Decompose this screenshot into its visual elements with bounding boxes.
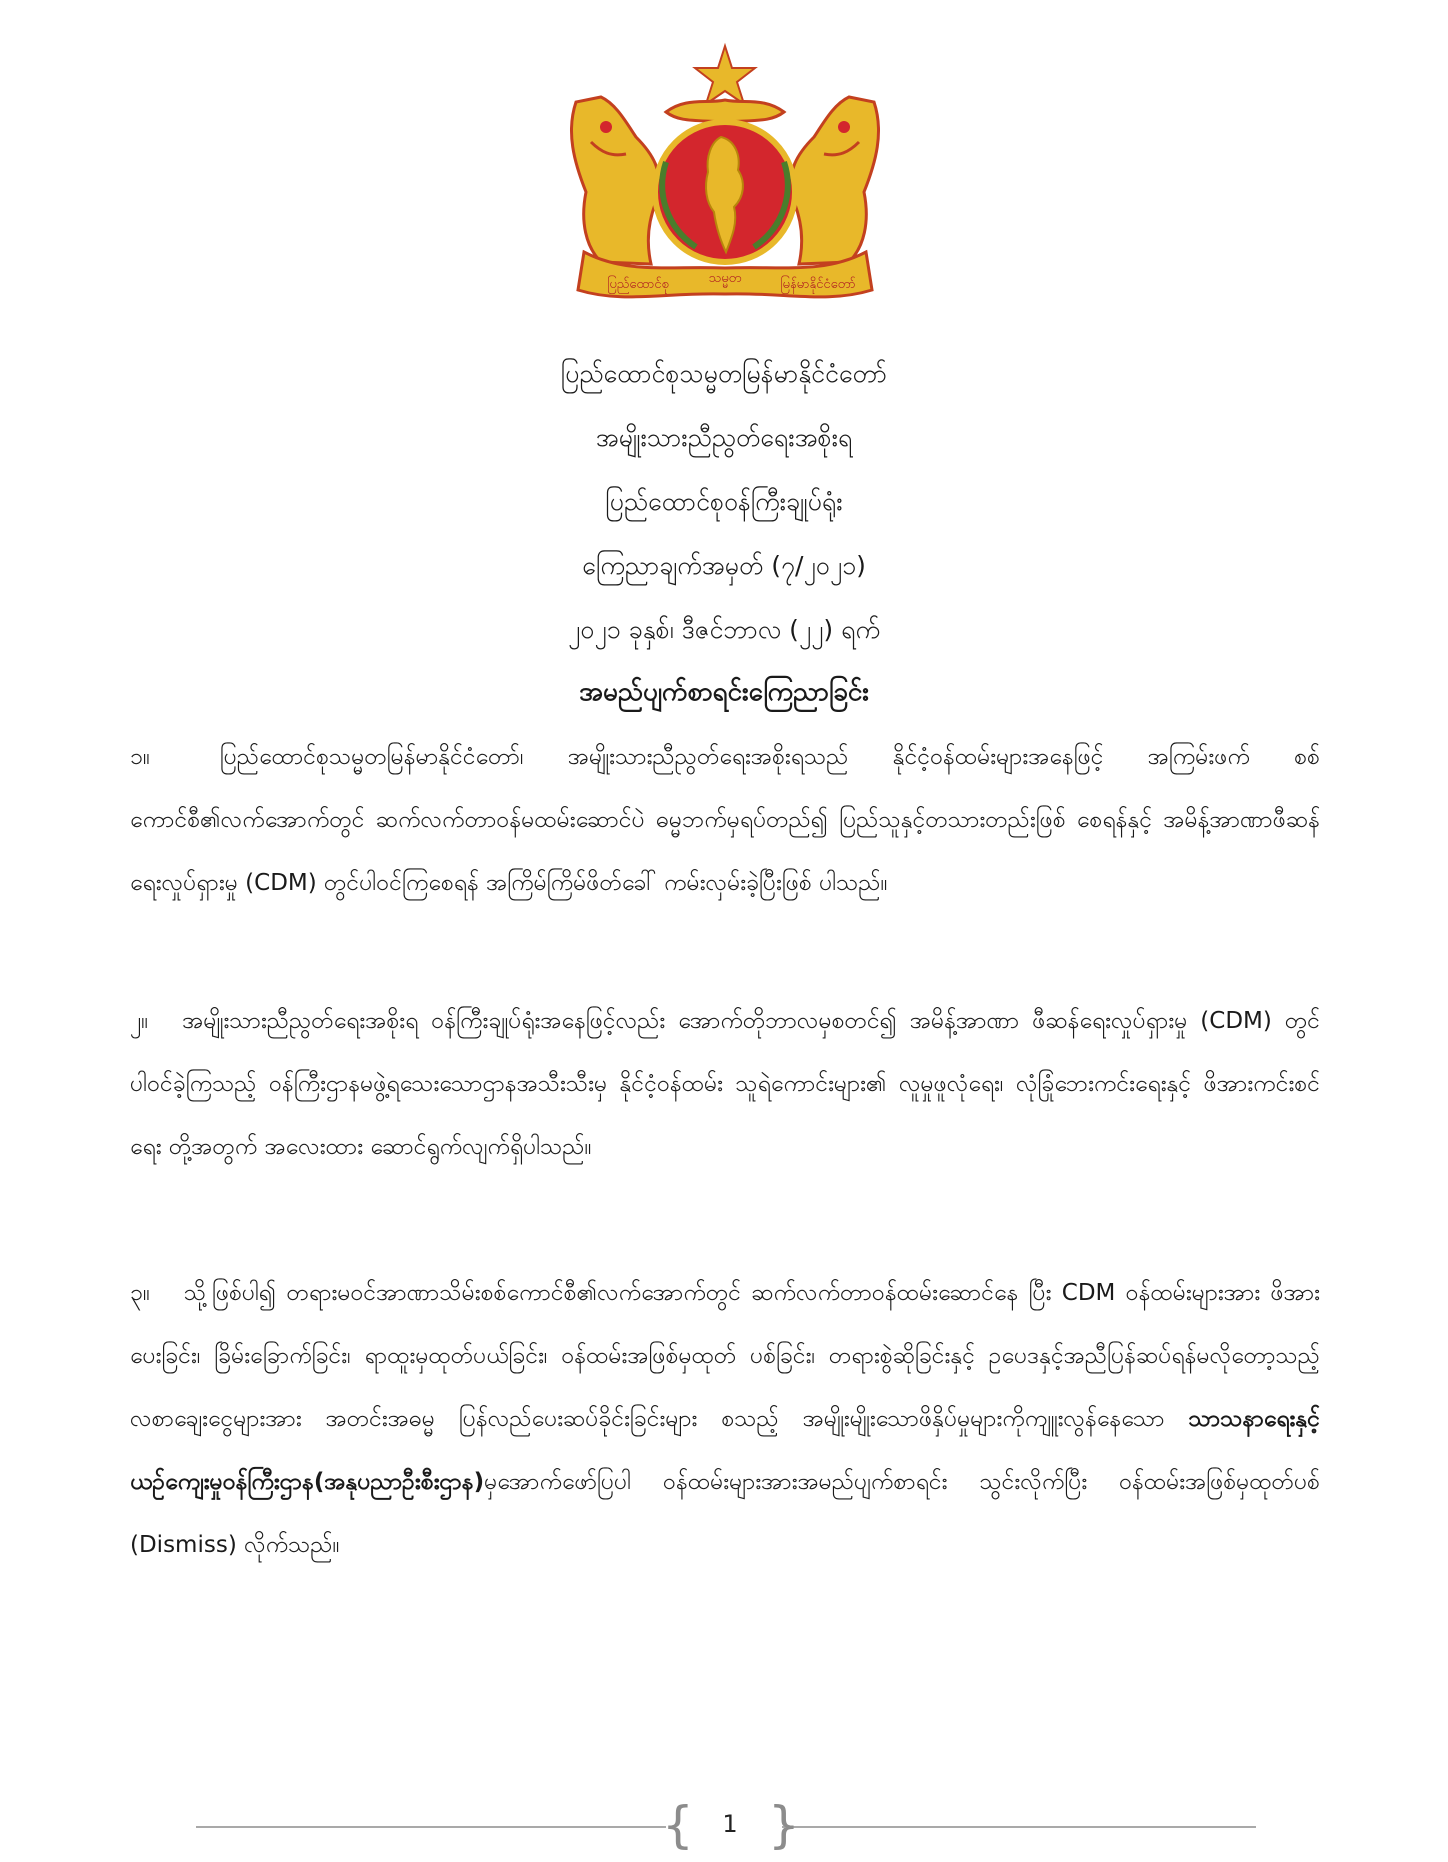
paragraph-1 [130,726,1320,915]
left-brace-icon: { [662,1796,694,1854]
footer-divider-right [782,1826,1256,1828]
paragraph-3-text-a: သို့ဖြစ်ပါ၍ တရားမဝင်အာဏာသိမ်းစစ်ကောင်စီ၏လက်အောက်တွင် ဆက်လက်တာဝန်ထမ်းဆောင်နေ ပြီး CDM ဝန်ထမ်းများအား ဖိအားပေးခြင်း၊ ခြိမ်းခြောက်ခြင်း၊ ရာထူးမှထုတ်ပယ်ခြင်း၊ ဝန်ထမ်းအဖြစ်မှထုတ် ပစ်ခြင်း၊ တရားစွဲဆိုခြင်းနှင့် ဥပေဒနှင့်အညီပြန်ဆပ်ရန်မလိုတော့သည့် လစာချေးငွေများအား အတင်းအဓမ္မ ပြန်လည်ပေးဆပ်ခိုင်းခြင်းများ စသည့် အမျိုးမျိုးသောဖိနှိပ်မှုများကိုကျူးလွန်နေသော [130,1280,1320,1432]
header-office-name: ပြည်ထောင်စုဝန်ကြီးချုပ်ရုံး [605,487,843,516]
paragraph-3 [130,1262,1320,1577]
paragraph-2-number: ၂။ [130,1008,149,1034]
paragraph-2 [130,990,1320,1179]
paragraph-2-text: အမျိုးသားညီညွတ်ရေးအစိုးရ ဝန်ကြီးချုပ်ရုံးအနေဖြင့်လည်း အောက်တိုဘာလမှစတင်၍ အမိန့်အာဏာ ဖီဆန်ရေးလှုပ်ရှားမှု (CDM) တွင်ပါဝင်ခဲ့ကြသည့် ဝန်ကြီးဌာနမဖွဲ့ရသေးသောဌာနအသီးသီးမှ နိုင်ငံ့ဝန်ထမ်း သူရဲကောင်းများ၏ လူမှုဖူလုံရေး၊ လုံခြုံဘေးကင်းရေးနှင့် ဖိအားကင်းစင်ရေး တို့အတွက် အလေးထား ဆောင်ရွက်လျက်ရှိပါသည်။ [130,1008,1320,1160]
header-announcement-number: ကြေညာချက်အမှတ် (၇/၂၀၂၁) [582,551,866,580]
page-number: 1 [722,1810,738,1838]
document-subject: အမည်ပျက်စာရင်းကြေညာခြင်း [579,677,869,707]
seal-ribbon-center: သမ္မတ [708,271,742,286]
seal-ribbon-right: မြန်မာနိုင်ငံတော် [780,277,856,292]
paragraph-3-text-b: မှအောက်ဖော်ပြပါ ဝန်ထမ်းများအားအမည်ပျက်စာရင်း သွင်းလိုက်ပြီး ဝန်ထမ်းအဖြစ်မှထုတ်ပစ် (Dismiss) လိုက်သည်။ [130,1469,1320,1558]
paragraph-1-number: ၁။ [130,744,150,770]
right-brace-icon: } [768,1796,800,1854]
paragraph-3-number: ၃။ [130,1280,150,1306]
footer-divider-left [196,1826,666,1828]
seal-ribbon-left: ပြည်ထောင်စု [607,277,669,292]
header-government-name: အမျိုးသားညီညွတ်ရေးအစိုးရ [595,423,853,452]
paragraph-1-text: ပြည်ထောင်စုသမ္မတမြန်မာနိုင်ငံတော်၊ အမျိုးသားညီညွတ်ရေးအစိုးရသည် နိုင်ငံ့ဝန်ထမ်းများအနေဖြင့် အကြမ်းဖက် စစ်ကောင်စီ၏လက်အောက်တွင် ဆက်လက်တာဝန်မထမ်းဆောင်ပဲ ဓမ္မဘက်မှရပ်တည်၍ ပြည်သူနှင့်တသားတည်းဖြစ် စေရန်နှင့် အမိန့်အာဏာဖီဆန်ရေးလှုပ်ရှားမှု (CDM) တွင်ပါဝင်ကြစေရန် အကြိမ်ကြိမ်ဖိတ်ခေါ် ကမ်းလှမ်းခဲ့ပြီးဖြစ် ပါသည်။ [130,744,1320,896]
paragraph-3-ministry-name: သာသနာရေးနှင့်ယဉ်ကျေးမှုဝန်ကြီးဌာန(အနုပညာဦးစီးဌာန) [130,1406,1321,1495]
state-seal-icon [556,42,894,320]
header-date: ၂၀၂၁ ခုနှစ်၊ ဒီဇင်ဘာလ (၂၂) ရက် [568,615,880,644]
header-country-name: ပြည်ထောင်စုသမ္မတမြန်မာနိုင်ငံတော် [560,359,888,388]
